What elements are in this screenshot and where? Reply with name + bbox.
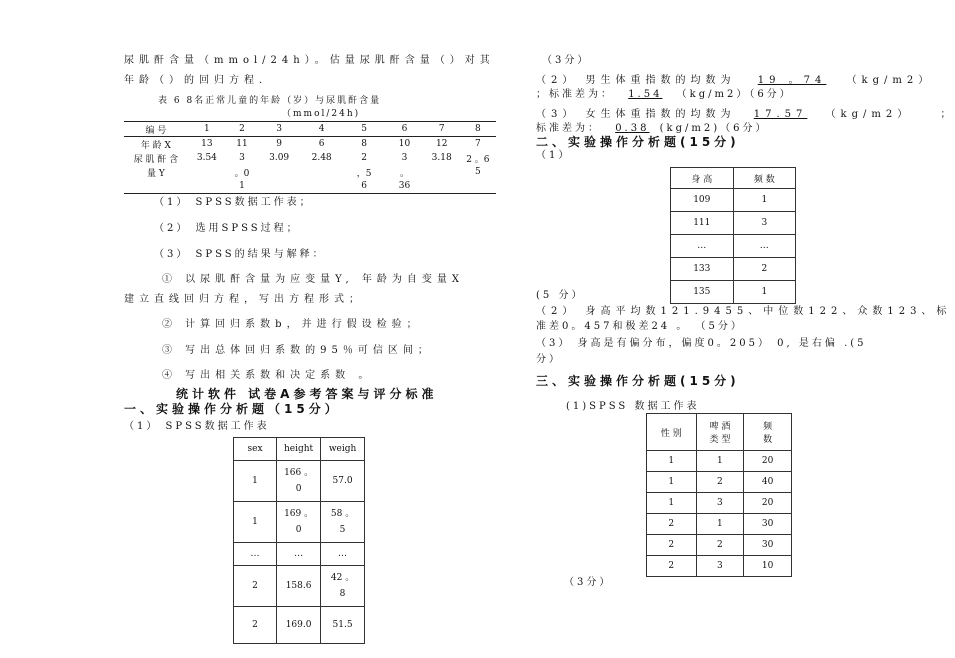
table-cell: … <box>733 235 795 258</box>
table-cell: … <box>234 543 277 566</box>
table-cell: 2 <box>234 607 277 644</box>
table-cell: 6 <box>343 179 386 194</box>
table-cell: 。0 <box>234 168 250 179</box>
table-cell <box>300 165 343 179</box>
female-bmi-sd-value: 0.38 <box>615 123 650 134</box>
table-header-cell: 频 数 <box>733 168 795 189</box>
female-bmi-mean <box>536 108 955 122</box>
table-row <box>234 566 365 607</box>
table-row <box>647 493 792 514</box>
table-row <box>671 189 796 212</box>
table-cell: 169.0 <box>277 607 321 644</box>
table-caption-1: 表 6 8名正常儿童的年龄（岁）与尿肌酐含量 <box>158 96 382 106</box>
table-header-cell: sex <box>234 438 277 461</box>
table-row <box>647 556 792 577</box>
question-3-2: ② 计算回归系数b，并进行假设检验； <box>162 319 422 330</box>
table-cell: 20 <box>744 493 792 514</box>
table-row <box>671 258 796 281</box>
section-2-title: 二、实验操作分析题(15分) <box>536 135 740 149</box>
table-cell <box>188 179 226 194</box>
age-creatinine-table <box>124 121 496 194</box>
table-cell: ，5 <box>356 168 372 179</box>
question-3-1b: 建立直线回归方程，写出方程形式； <box>124 294 364 305</box>
table-cell: 1 <box>733 281 795 304</box>
table-cell: 3.18 <box>431 153 452 163</box>
score-bottom: （3分） <box>564 577 613 588</box>
table-cell <box>460 179 496 194</box>
female-bmi-sd-label: 标准差为： <box>536 123 601 134</box>
table-cell: 5 <box>343 122 386 137</box>
score-5: (5 分） <box>536 290 585 301</box>
table-row <box>234 543 365 566</box>
table-cell: 166 。 0 <box>277 461 321 502</box>
table-cell: 42 。 8 <box>321 566 365 607</box>
height-frequency-table <box>670 167 796 304</box>
table-cell: 4 <box>300 122 343 137</box>
table-cell: 2 <box>696 472 744 493</box>
table-cell <box>258 179 301 194</box>
table-cell: 年 龄 X <box>140 140 171 151</box>
sex-height-weight-table <box>233 437 365 644</box>
table-cell: 3 <box>696 556 744 577</box>
table-cell: 10 <box>398 139 411 149</box>
table-cell: 3 <box>239 153 245 163</box>
table-row <box>234 461 365 502</box>
female-bmi-sd <box>536 122 768 136</box>
table-cell: 133 <box>671 258 734 281</box>
table-cell <box>124 179 188 194</box>
table-row <box>234 607 365 644</box>
table-cell: 40 <box>744 472 792 493</box>
table-cell: 编 号 <box>124 122 188 137</box>
table-cell: 2.48 <box>311 153 332 163</box>
table-cell: 30 <box>744 514 792 535</box>
table-cell <box>424 165 460 179</box>
table-cell: 12 <box>435 139 448 149</box>
female-bmi-mean-label: （3） 女生体重指数的均数为 <box>536 109 736 120</box>
question-3-4: ④ 写出相关系数和决定系数 。 <box>162 370 374 381</box>
table-cell: … <box>277 543 321 566</box>
table-cell: 2 <box>733 258 795 281</box>
table-row <box>647 472 792 493</box>
table-cell: 5 <box>475 167 481 177</box>
intro-line-1: 尿肌酐含量（mmol/24h）。估量尿肌酐含量（）对其 <box>124 55 495 66</box>
table-cell: 2 <box>647 514 697 535</box>
table-cell: 30 <box>744 535 792 556</box>
table-row <box>647 535 792 556</box>
table-cell: 2 <box>647 556 697 577</box>
table-row <box>671 235 796 258</box>
table-cell: 58 。 5 <box>321 502 365 543</box>
stats-line-2: 准差0。457和极差24 。 （5分） <box>536 321 744 332</box>
table-cell: 3.54 <box>196 153 217 163</box>
table-cell: 1 <box>188 122 226 137</box>
question-3-3: ③ 写出总体回归系数的95％可信区间； <box>162 345 433 356</box>
table-cell: 111 <box>671 212 734 235</box>
table-caption-2: （mmol/24h) <box>282 109 361 119</box>
answer-title: 统计软件 试卷A参考答案与评分标准 <box>176 387 438 401</box>
table-cell: 1 <box>696 451 744 472</box>
table-row <box>647 451 792 472</box>
question-3: （3） SPSS的结果与解释： <box>154 249 326 260</box>
table-cell: … <box>321 543 365 566</box>
skew-line-1: （3） 身高是有偏分布，偏度0。205） 0, 是右偏 .(5 <box>536 338 867 349</box>
male-bmi-sd <box>536 88 793 102</box>
table-header-cell: 性 别 <box>647 414 697 451</box>
section-3-subtitle: (1)SPSS 数据工作表 <box>566 401 700 412</box>
table-cell: 6 <box>318 139 325 149</box>
intro-line-2: 年龄（）的回归方程. <box>124 75 268 86</box>
skew-line-2: 分） <box>536 354 562 365</box>
score-top: （3分） <box>542 55 591 66</box>
table-cell: 6 <box>385 122 423 137</box>
table-cell: 158.6 <box>277 566 321 607</box>
table-cell: 1 <box>696 514 744 535</box>
section-1-subtitle: （1） SPSS数据工作表 <box>124 421 270 432</box>
table-cell: 7 <box>475 139 481 149</box>
male-bmi-mean-label: （2） 男生体重指数的均数为 <box>536 75 736 86</box>
table-row <box>671 212 796 235</box>
table-cell: 7 <box>424 122 460 137</box>
beer-type-table <box>646 413 792 577</box>
table-cell: 8 <box>361 139 367 149</box>
table-cell: … <box>671 235 734 258</box>
table-cell: 尿 肌 酐 含 <box>133 154 179 165</box>
question-2: （2） 选用SPSS过程； <box>154 223 300 234</box>
male-bmi-sd-value: 1.54 <box>628 89 663 100</box>
table-cell: 3 <box>258 122 301 137</box>
table-cell: 1 <box>647 451 697 472</box>
table-cell: 51.5 <box>321 607 365 644</box>
table-cell: 1 <box>234 502 277 543</box>
table-row <box>671 281 796 304</box>
table-cell: 2 <box>696 535 744 556</box>
table-header-cell: 身 高 <box>671 168 734 189</box>
table-header-cell: 啤 酒 类 型 <box>696 414 744 451</box>
table-cell <box>424 179 460 194</box>
table-cell: 57.0 <box>321 461 365 502</box>
table-cell: 169 。 0 <box>277 502 321 543</box>
table-header-cell: height <box>277 438 321 461</box>
table-cell: 20 <box>744 451 792 472</box>
table-cell: 1 <box>733 189 795 212</box>
table-cell: 2 <box>361 153 367 163</box>
male-bmi-mean-value: 19 。74 <box>757 75 827 86</box>
table-cell: 1 <box>226 179 258 194</box>
male-bmi-sd-label: ；标准差为： <box>536 89 614 100</box>
female-bmi-mean-unit: （kg/m2） <box>825 109 913 120</box>
table-cell: 3 <box>733 212 795 235</box>
section-2-subtitle: （1） <box>536 150 572 161</box>
table-cell: 36 <box>385 179 423 194</box>
table-cell: 1 <box>234 461 277 502</box>
female-bmi-mean-end: ； <box>940 109 955 120</box>
table-cell <box>188 165 226 179</box>
table-cell: 1 <box>647 472 697 493</box>
table-header-cell: 频 数 <box>744 414 792 451</box>
male-bmi-mean <box>536 74 933 88</box>
male-bmi-mean-unit: （kg/m2） <box>846 75 934 86</box>
question-1: （1） SPSS数据工作表； <box>154 197 313 208</box>
table-cell: 2 <box>234 566 277 607</box>
section-3-title: 三、实验操作分析题(15分) <box>536 374 740 388</box>
table-cell: 2 <box>226 122 258 137</box>
table-cell: 8 <box>460 122 496 137</box>
table-cell: 3 <box>696 493 744 514</box>
table-cell: 11 <box>236 139 248 149</box>
table-cell: 2 <box>647 535 697 556</box>
table-header-cell: weigh <box>321 438 365 461</box>
stats-line-1: （2） 身高平均数121.9455、中位数122、众数123、标 <box>536 306 952 317</box>
section-1-title: 一、实验操作分析题（15分） <box>124 402 341 416</box>
table-cell: 13 <box>201 139 213 149</box>
table-cell <box>258 165 301 179</box>
question-3-1a: ① 以尿肌酐含量为应变量Y, 年龄为自变量X <box>162 274 464 285</box>
female-bmi-sd-unit: (kg/m2)（6分） <box>659 123 769 134</box>
table-cell: 量 Y <box>146 168 165 179</box>
table-cell: 3 <box>401 153 408 163</box>
table-cell: 1 <box>647 493 697 514</box>
female-bmi-mean-value: 17.57 <box>753 109 808 120</box>
table-cell: 135 <box>671 281 734 304</box>
table-cell <box>300 179 343 194</box>
male-bmi-sd-unit: （kg/m2）（6分） <box>676 89 793 100</box>
table-cell: 2 。6 <box>466 154 490 165</box>
table-cell: 3.09 <box>269 153 290 163</box>
table-cell: 109 <box>671 189 734 212</box>
table-row <box>647 514 792 535</box>
table-cell: 10 <box>744 556 792 577</box>
table-row <box>234 502 365 543</box>
table-cell: 。 <box>400 168 410 179</box>
table-cell: 9 <box>276 139 282 149</box>
